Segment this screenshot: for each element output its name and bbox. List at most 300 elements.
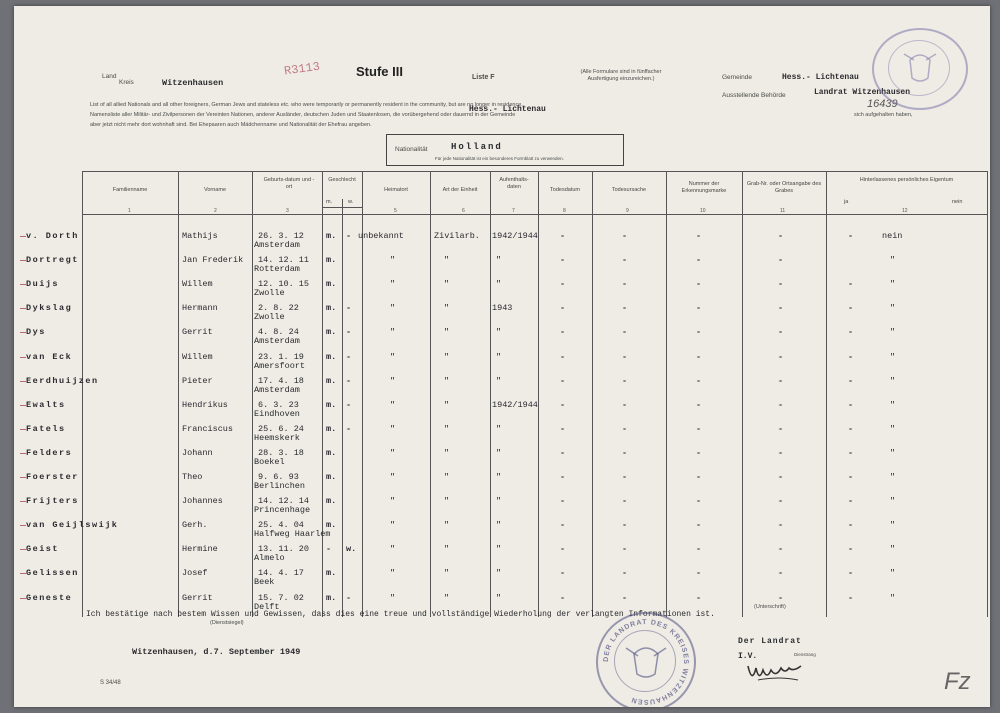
birthplace-cell: Berlinchen [254, 481, 306, 491]
nationality-value: Holland [451, 142, 503, 152]
birthplace-cell: Amsterdam [254, 240, 300, 250]
document-page [14, 6, 990, 707]
col-num-10: 10 [700, 208, 706, 214]
surname-cell: Ewalts [26, 399, 66, 410]
sex-m-cell: m. [326, 303, 337, 314]
heimatort-cell: " [390, 375, 396, 386]
col-header-geburt: Geburts-datum und -ort [263, 177, 315, 191]
eigentum-nein-cell: " [890, 351, 896, 362]
sex-w-cell: w. [346, 544, 357, 555]
col-header-todesursache: Todesursache [611, 187, 647, 193]
red-tick-mark [20, 405, 26, 406]
names-table [26, 171, 987, 617]
erkennungsmarke-cell: - [696, 399, 702, 410]
col-sub-nein: nein [952, 199, 963, 205]
sex-m-cell: m. [326, 520, 337, 531]
aufenthalt-cell: 1942/1944 [492, 231, 538, 241]
behoerde-label: Ausstellende Behörde [722, 92, 786, 99]
eigentum-nein-cell: nein [882, 231, 903, 241]
heimatort-cell: " [390, 327, 396, 338]
heimatort-cell: unbekannt [358, 231, 404, 241]
erkennungsmarke-cell: - [696, 447, 702, 458]
grab-cell: - [778, 399, 784, 410]
sex-w-cell: - [346, 351, 352, 362]
col-header-eigentum: Hinterlassenes persönliches Eigentum [859, 177, 954, 183]
grab-cell: - [778, 544, 784, 555]
eigentum-ja-cell: - [848, 447, 854, 458]
todesdatum-cell: - [560, 544, 566, 555]
firstname-cell: Hermann [182, 303, 218, 314]
land-label: Land [102, 73, 117, 80]
table-row [26, 568, 987, 592]
heimatort-cell: " [390, 447, 396, 458]
sex-m-cell: m. [326, 447, 337, 458]
eigentum-nein-cell: " [890, 472, 896, 482]
grab-cell: - [778, 592, 784, 603]
red-tick-mark [20, 381, 26, 382]
birthplace-cell: Boekel [254, 456, 285, 467]
todesursache-cell: - [622, 592, 628, 603]
dob-cell: 26. 3. 12 [258, 231, 304, 241]
firstname-cell: Mathijs [182, 231, 218, 241]
todesdatum-cell: - [560, 303, 566, 314]
col-num-11: 11 [780, 208, 786, 214]
official-title: Der Landrat [738, 637, 802, 646]
einheit-cell: " [444, 496, 450, 507]
col-header-heimatort: Heimatort [384, 187, 408, 193]
todesdatum-cell: - [560, 423, 566, 434]
eigentum-nein-cell: " [890, 568, 896, 579]
eigentum-ja-cell: - [848, 375, 854, 386]
aufenthalt-cell: " [496, 496, 502, 507]
grab-cell: - [778, 496, 784, 507]
table-row [26, 496, 987, 520]
birthplace-cell: Halfweg Haarlem [254, 529, 331, 540]
kreis-label: Kreis [119, 79, 134, 86]
dob-cell: 28. 3. 18 [258, 447, 304, 458]
red-tick-mark [20, 573, 26, 574]
form-code: S 34/48 [100, 680, 121, 686]
corner-mark: Fz [944, 668, 971, 695]
todesursache-cell: - [622, 231, 628, 241]
dob-cell: 13. 11. 20 [258, 544, 310, 555]
surname-cell: Duijs [26, 279, 60, 290]
firstname-cell: Hermine [182, 544, 218, 555]
eigentum-nein-cell: " [890, 327, 896, 338]
table-row [26, 472, 987, 496]
firstname-cell: Willem [182, 351, 213, 362]
gemeinde-value: Hess.- Lichtenau [782, 73, 859, 82]
sex-m-cell: m. [326, 423, 337, 434]
todesursache-cell: - [622, 520, 628, 531]
red-reference-number: R3113 [283, 59, 321, 79]
grab-cell: - [778, 423, 784, 434]
eigentum-nein-cell: " [890, 279, 896, 290]
todesdatum-cell: - [560, 472, 566, 482]
grab-cell: - [778, 231, 784, 241]
grab-cell: - [778, 568, 784, 579]
col-header-einheit: Art der Einheit [442, 187, 478, 193]
eigentum-ja-cell: - [848, 592, 854, 603]
firstname-cell: Hendrikus [182, 399, 228, 410]
grab-cell: - [778, 351, 784, 362]
todesdatum-cell: - [560, 255, 566, 266]
unterschrift-label: (Unterschrift) [754, 604, 786, 610]
einheit-cell: " [444, 423, 450, 434]
sex-m-cell: - [326, 544, 332, 555]
iv-label: I.V. [738, 652, 758, 661]
todesursache-cell: - [622, 399, 628, 410]
firstname-cell: Johann [182, 447, 213, 458]
dob-cell: 14. 12. 11 [258, 255, 310, 266]
eigentum-nein-cell: " [890, 423, 896, 434]
dob-cell: 6. 3. 23 [258, 399, 299, 410]
sex-m-cell: m. [326, 255, 337, 266]
col-num-12: 12 [902, 208, 908, 214]
grab-cell: - [778, 375, 784, 386]
sex-m-cell: m. [326, 279, 337, 290]
heimatort-cell: " [390, 592, 396, 603]
heimatort-cell: " [390, 351, 396, 362]
col-sub-w: w. [348, 199, 354, 205]
todesdatum-cell: - [560, 592, 566, 603]
einheit-cell: " [444, 472, 450, 482]
red-tick-mark [20, 549, 26, 550]
col-num-3: 3 [286, 208, 289, 214]
table-row [26, 399, 987, 424]
col-header-geschlecht: Geschlecht [328, 177, 356, 183]
todesursache-cell: - [622, 351, 628, 362]
aufenthalt-cell: 1943 [492, 303, 513, 314]
erkennungsmarke-cell: - [696, 375, 702, 386]
red-tick-mark [20, 453, 26, 454]
heimatort-cell: " [390, 303, 396, 314]
aufenthalt-cell: " [496, 544, 502, 555]
surname-cell: Dortregt [26, 255, 79, 266]
red-tick-mark [20, 525, 26, 526]
birthplace-cell: Rotterdam [254, 264, 300, 275]
einheit-cell: " [444, 303, 450, 314]
sex-w-cell: - [346, 327, 352, 338]
sex-w-cell: - [346, 231, 352, 241]
eagle-seal-icon [598, 614, 694, 707]
sex-m-cell: m. [326, 327, 337, 338]
dob-cell: 14. 4. 17 [258, 568, 304, 579]
nationality-note: Für jede Nationalität ist ein besonderes Formblatt zu verwenden. [435, 156, 564, 161]
einheit-cell: " [444, 544, 450, 555]
erkennungsmarke-cell: - [696, 327, 702, 338]
col-num-8: 8 [563, 208, 566, 214]
surname-cell: Dykslag [26, 303, 73, 314]
red-tick-mark [20, 429, 26, 430]
red-tick-mark [20, 477, 26, 478]
todesdatum-cell: - [560, 231, 566, 241]
red-tick-mark [20, 260, 26, 261]
col-header-familienname: Familienname [112, 187, 148, 193]
eigentum-ja-cell: - [848, 303, 854, 314]
heimatort-cell: " [390, 399, 396, 410]
einheit-cell: Zivilarb. [434, 231, 480, 241]
erkennungsmarke-cell: - [696, 592, 702, 603]
birthplace-cell: Zwolle [254, 312, 285, 323]
red-tick-mark [20, 357, 26, 358]
surname-cell: v. Dorth [26, 231, 79, 241]
todesursache-cell: - [622, 303, 628, 314]
heimatort-cell: " [390, 279, 396, 290]
grab-cell: - [778, 303, 784, 314]
firstname-cell: Gerrit [182, 327, 213, 338]
place-date: Witzenhausen, d.7. September 1949 [132, 647, 301, 657]
surname-cell: Foerster [26, 472, 79, 482]
sex-m-cell: m. [326, 472, 337, 482]
dob-cell: 9. 6. 93 [258, 472, 299, 482]
einheit-cell: " [444, 351, 450, 362]
heimatort-cell: " [390, 255, 396, 266]
eigentum-ja-cell: - [848, 327, 854, 338]
eigentum-ja-cell: - [848, 423, 854, 434]
heimatort-cell: " [390, 496, 396, 507]
erkennungsmarke-cell: - [696, 472, 702, 482]
surname-cell: Eerdhuijzen [26, 375, 99, 386]
heimatort-cell: " [390, 472, 396, 482]
todesdatum-cell: - [560, 351, 566, 362]
einheit-cell: " [444, 520, 450, 531]
aufenthalt-cell: " [496, 447, 502, 458]
firstname-cell: Gerrit [182, 592, 213, 603]
seal-text: DER LANDRAT DES KREISES WITZENHAUSEN [602, 618, 690, 706]
heimatort-cell: " [390, 568, 396, 579]
dob-cell: 25. 6. 24 [258, 423, 304, 434]
sex-m-cell: m. [326, 351, 337, 362]
birthplace-cell: Beek [254, 577, 275, 588]
erkennungsmarke-cell: - [696, 231, 702, 241]
grab-cell: - [778, 327, 784, 338]
firstname-cell: Gerh. [182, 520, 208, 531]
erkennungsmarke-cell: - [696, 520, 702, 531]
aufenthalt-cell: " [496, 279, 502, 290]
sex-w-cell: - [346, 303, 352, 314]
surname-cell: van Geijlswijk [26, 520, 119, 531]
firstname-cell: Jan Frederik [182, 255, 244, 266]
eigentum-nein-cell: " [890, 399, 896, 410]
birthplace-cell: Delft [254, 601, 280, 612]
erkennungsmarke-cell: - [696, 544, 702, 555]
eigentum-nein-cell: " [890, 375, 896, 386]
sex-w-cell: - [346, 592, 352, 603]
erkennungsmarke-cell: - [696, 279, 702, 290]
table-row [26, 327, 987, 351]
header-line-german: Namensliste aller Militär- und Zivilpersonen der Vereinten Nationen, anderer Ausländer, deutschen Juden und Staatenlosen, die vorübergehend oder dauernd in der Gemeinde [90, 112, 516, 118]
einheit-cell: " [444, 447, 450, 458]
eigentum-ja-cell: - [848, 279, 854, 290]
col-num-2: 2 [214, 208, 217, 214]
birthplace-cell: Zwolle [254, 288, 285, 299]
erkennungsmarke-cell: - [696, 423, 702, 434]
heimatort-cell: " [390, 544, 396, 555]
eigentum-ja-cell: - [848, 496, 854, 507]
firstname-cell: Franciscus [182, 423, 234, 434]
formulare-note: (Alle Formulare sind in fünffacher Ausfertigung einzureichen.) [580, 69, 662, 82]
todesursache-cell: - [622, 279, 628, 290]
eigentum-ja-cell: - [848, 544, 854, 555]
eigentum-ja-cell: - [848, 472, 854, 482]
col-header-erkennungsmarke: Nummer der Erkennungsmarke [681, 181, 727, 195]
table-row [26, 231, 987, 255]
eigentum-nein-cell: " [890, 520, 896, 531]
sex-m-cell: m. [326, 592, 337, 603]
red-tick-mark [20, 236, 26, 237]
todesdatum-cell: - [560, 399, 566, 410]
todesdatum-cell: - [560, 568, 566, 579]
table-row [26, 255, 987, 279]
sex-w-cell: - [346, 375, 352, 386]
firstname-cell: Johannes [182, 496, 223, 507]
grab-cell: - [778, 279, 784, 290]
behoerde-value: Landrat Witzenhausen [814, 88, 911, 97]
sex-m-cell: m. [326, 568, 337, 579]
aufenthalt-cell: " [496, 351, 502, 362]
gemeinde-inline-value: Hess.- Lichtenau [469, 105, 546, 114]
red-tick-mark [20, 501, 26, 502]
birthplace-cell: Princenhage [254, 505, 311, 516]
table-row [26, 375, 987, 400]
stufe-title: Stufe III [356, 64, 403, 79]
erkennungsmarke-cell: - [696, 255, 702, 266]
todesursache-cell: - [622, 447, 628, 458]
table-row [26, 279, 987, 303]
header-line-english: List of all allied Nationals and all other foreigners, German Jews and stateless etc. who were temporarily or permanently resident in the community, but are no longer in residence. [90, 102, 523, 108]
red-tick-mark [20, 332, 26, 333]
nationality-box [386, 134, 624, 166]
todesdatum-cell: - [560, 327, 566, 338]
table-row [26, 303, 987, 327]
official-stamp-top [872, 28, 968, 110]
todesdatum-cell: - [560, 375, 566, 386]
eigentum-ja-cell: - [848, 351, 854, 362]
col-sub-ja: ja [844, 199, 849, 205]
aufenthalt-cell: 1942/1944 [492, 399, 538, 410]
birthplace-cell: Amsterdam [254, 336, 300, 347]
birthplace-cell: Amersfoort [254, 360, 306, 371]
sex-m-cell: m. [326, 375, 337, 386]
header-line-german-2: aber jetzt nicht mehr dort wohnhaft sind. Bei Ehepaaren auch Mädchenname und Nationalität der Ehefrau angeben. [90, 122, 372, 128]
table-row [26, 447, 987, 472]
einheit-cell: " [444, 327, 450, 338]
dob-cell: 12. 10. 15 [258, 279, 310, 290]
dienstrang-label: Dienstrang [794, 652, 816, 657]
einheit-cell: " [444, 592, 450, 603]
sex-w-cell: - [346, 399, 352, 410]
landrat-seal [596, 612, 696, 707]
col-header-aufenthalt: Aufenthalts-daten [499, 177, 529, 191]
surname-cell: Frijters [26, 496, 79, 507]
todesursache-cell: - [622, 375, 628, 386]
col-num-6: 6 [462, 208, 465, 214]
red-tick-mark [20, 598, 26, 599]
todesursache-cell: - [622, 255, 628, 266]
eigentum-nein-cell: " [890, 592, 896, 603]
einheit-cell: " [444, 279, 450, 290]
einheit-cell: " [444, 375, 450, 386]
eigentum-ja-cell: - [848, 568, 854, 579]
eigentum-nein-cell: " [890, 255, 896, 266]
dob-cell: 14. 12. 14 [258, 496, 310, 507]
table-row [26, 544, 987, 568]
eigentum-ja-cell: - [848, 520, 854, 531]
dob-cell: 2. 8. 22 [258, 303, 299, 314]
table-row [26, 520, 987, 544]
erkennungsmarke-cell: - [696, 303, 702, 314]
header-line-german-end: sich aufgehalten haben, [854, 112, 913, 118]
todesursache-cell: - [622, 496, 628, 507]
birthplace-cell: Almelo [254, 553, 285, 564]
firstname-cell: Josef [182, 568, 208, 579]
todesdatum-cell: - [560, 279, 566, 290]
sex-w-cell: - [346, 423, 352, 434]
birthplace-cell: Eindhoven [254, 408, 300, 419]
einheit-cell: " [444, 255, 450, 266]
dob-cell: 17. 4. 18 [258, 375, 304, 386]
eigentum-nein-cell: " [890, 447, 896, 458]
todesdatum-cell: - [560, 496, 566, 507]
red-tick-mark [20, 308, 26, 309]
birthplace-cell: Heemskerk [254, 432, 300, 443]
col-header-todesdatum: Todesdatum [550, 187, 580, 193]
col-num-9: 9 [626, 208, 629, 214]
surname-cell: Felders [26, 447, 73, 458]
col-num-7: 7 [512, 208, 515, 214]
birthplace-cell: Amsterdam [254, 384, 300, 395]
grab-cell: - [778, 447, 784, 458]
col-num-5: 5 [394, 208, 397, 214]
todesursache-cell: - [622, 423, 628, 434]
surname-cell: Fatels [26, 423, 66, 434]
col-header-grab: Grab-Nr. oder Ortsangabe des Grabes [746, 181, 822, 195]
liste-label: Liste F [472, 74, 495, 81]
aufenthalt-cell: " [496, 520, 502, 531]
todesursache-cell: - [622, 472, 628, 482]
table-row [26, 351, 987, 376]
firstname-cell: Willem [182, 279, 213, 290]
aufenthalt-cell: " [496, 472, 502, 482]
kreis-value: Witzenhausen [162, 78, 224, 88]
nationality-label: Nationalität [395, 146, 428, 153]
signature-icon [744, 658, 824, 686]
eigentum-ja-cell: - [848, 399, 854, 410]
col-num-1: 1 [128, 208, 131, 214]
aufenthalt-cell: " [496, 592, 502, 603]
dob-cell: 23. 1. 19 [258, 351, 304, 362]
todesdatum-cell: - [560, 447, 566, 458]
dienstsiegel-label: (Dienstsiegel) [210, 620, 244, 626]
surname-cell: van Eck [26, 351, 73, 362]
heimatort-cell: " [390, 520, 396, 531]
erkennungsmarke-cell: - [696, 351, 702, 362]
table-row [26, 423, 987, 448]
sex-m-cell: m. [326, 231, 337, 241]
grab-cell: - [778, 255, 784, 266]
eigentum-nein-cell: " [890, 544, 896, 555]
col-sub-m: m. [326, 199, 333, 205]
dob-cell: 15. 7. 02 [258, 592, 304, 603]
aufenthalt-cell: " [496, 327, 502, 338]
erkennungsmarke-cell: - [696, 568, 702, 579]
grab-cell: - [778, 520, 784, 531]
todesursache-cell: - [622, 568, 628, 579]
eagle-emblem-icon [874, 30, 966, 108]
col-header-vorname: Vorname [203, 187, 226, 193]
todesursache-cell: - [622, 327, 628, 338]
